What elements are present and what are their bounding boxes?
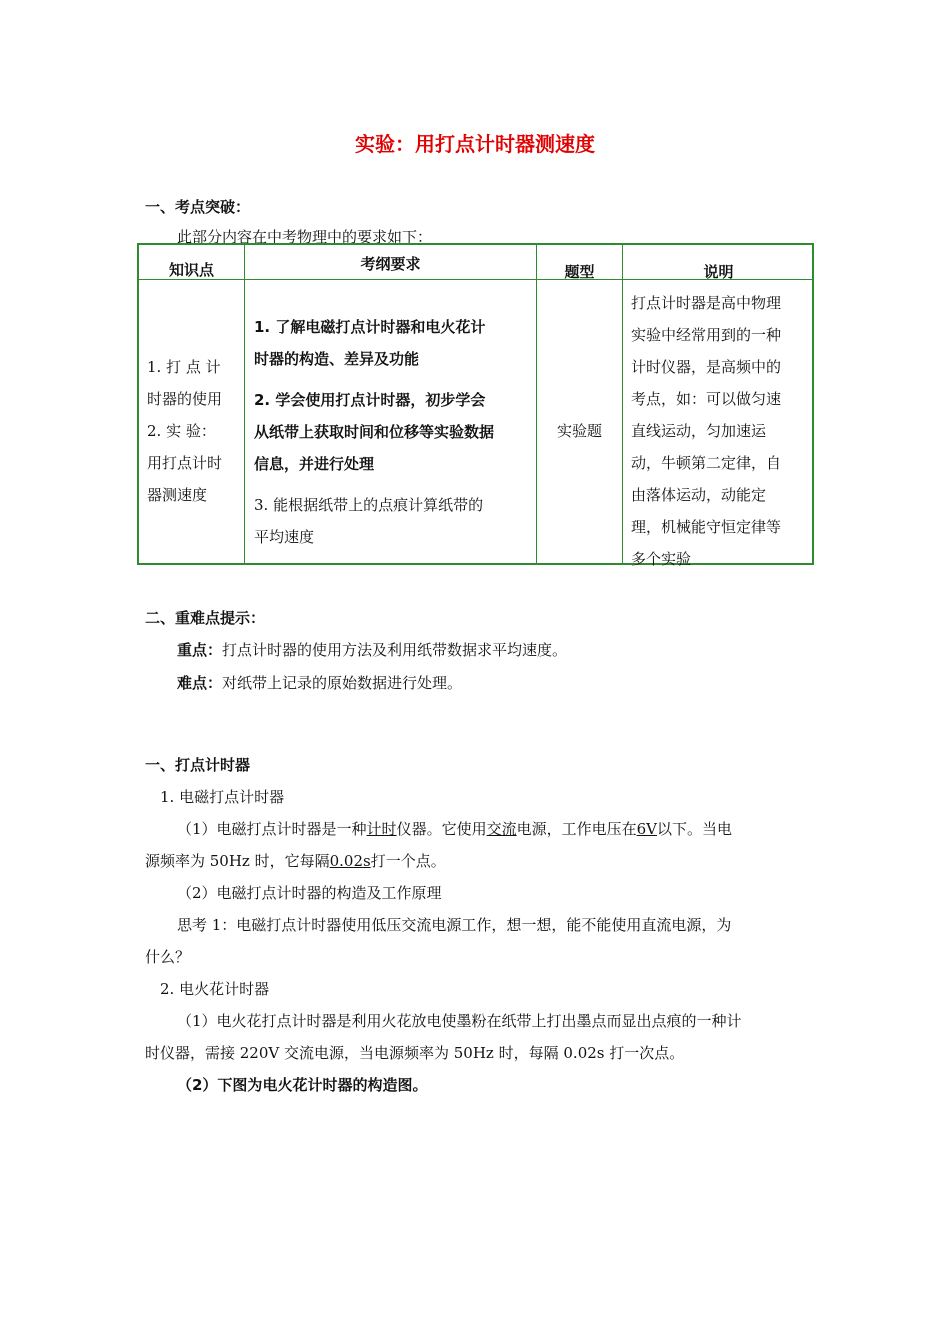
- page-title: 实验：用打点计时器测速度: [355, 132, 595, 156]
- key-point: [177, 639, 567, 660]
- requirement-line: 平均速度: [254, 528, 315, 546]
- text-run: 电源，工作电压在: [516, 820, 637, 838]
- note-line: 直线运动，匀加速运: [631, 422, 767, 440]
- text-run: 打一个点。: [370, 852, 446, 870]
- knowledge-line: 1. 打 点 计: [147, 358, 221, 376]
- section2-heading: 二、重难点提示：: [145, 609, 266, 627]
- requirement-line: 信息，并进行处理: [254, 455, 375, 473]
- text-run: 仪器。它使用: [396, 820, 487, 838]
- difficult-text: 对纸带上记录的原始数据进行处理。: [222, 674, 463, 692]
- blank-answer: 0.02s: [329, 852, 371, 870]
- text-run: （1）电磁打点计时器是一种: [177, 820, 367, 838]
- key-label: 重点：: [177, 641, 223, 659]
- requirements-table: [137, 243, 814, 568]
- note-line: 理，机械能守恒定律等: [631, 518, 782, 536]
- header-type: 题型: [564, 263, 595, 281]
- header-requirements: 考纲要求: [360, 255, 421, 273]
- section3-heading: 一、打点计时器: [145, 756, 251, 774]
- item2-title: 2. 电火花计时器: [160, 980, 270, 998]
- table-divider: [622, 245, 623, 563]
- knowledge-line: 器测速度: [147, 486, 208, 504]
- difficult-point: [177, 672, 462, 693]
- note-line: 动，牛顿第二定律，自: [631, 454, 782, 472]
- header-knowledge: 知识点: [168, 261, 214, 279]
- section1-intro: 此部分内容在中考物理中的要求如下：: [177, 228, 433, 246]
- requirement-line: 从纸带上获取时间和位移等实验数据: [254, 423, 495, 441]
- requirement-line: 3. 能根据纸带上的点痕计算纸带的: [254, 496, 484, 514]
- knowledge-line: 时器的使用: [147, 390, 223, 408]
- note-cell: [631, 287, 781, 575]
- table-divider: [536, 245, 537, 563]
- note-line: 计时仪器，是高频中的: [631, 358, 782, 376]
- section1-heading: 一、考点突破：: [145, 198, 251, 216]
- blank-answer: 6V: [636, 820, 657, 838]
- paragraph-1-line2: [145, 850, 446, 871]
- type-cell: 实验题: [556, 422, 602, 440]
- note-line: 多个实验: [631, 550, 692, 568]
- paragraph-3-line2: 时仪器，需接 220V 交流电源，当电源频率为 50Hz 时，每隔 0.02s 打一次点。: [145, 1044, 685, 1062]
- text-run: 源频率为 50Hz 时，它每隔: [145, 852, 330, 870]
- knowledge-cell: [147, 351, 222, 511]
- paragraph-1-line1: [177, 818, 732, 839]
- requirement-line: 1. 了解电磁打点计时器和电火花计: [254, 318, 486, 336]
- paragraph-2: （2）电磁打点计时器的构造及工作原理: [177, 884, 442, 902]
- note-line: 实验中经常用到的一种: [631, 326, 782, 344]
- table-divider: [244, 245, 245, 563]
- paragraph-4: （2）下图为电火花计时器的构造图。: [177, 1076, 428, 1094]
- difficult-label: 难点：: [177, 674, 223, 692]
- requirement-line: 2. 学会使用打点计时器，初步学会: [254, 391, 486, 409]
- think-question-line1: 思考 1：电磁打点计时器使用低压交流电源工作，想一想，能不能使用直流电源，为: [177, 916, 732, 934]
- note-line: 打点计时器是高中物理: [631, 294, 782, 312]
- blank-answer: 交流: [486, 820, 517, 838]
- requirements-cell: [254, 311, 494, 553]
- key-text: 打点计时器的使用方法及利用纸带数据求平均速度。: [222, 641, 568, 659]
- requirement-line: 时器的构造、差异及功能: [254, 350, 420, 368]
- paragraph-3-line1: （1）电火花打点计时器是利用火花放电使墨粉在纸带上打出墨点而显出点痕的一种计: [177, 1012, 742, 1030]
- blank-answer: 计时: [366, 820, 397, 838]
- item1-title: 1. 电磁打点计时器: [160, 788, 285, 806]
- knowledge-line: 用打点计时: [147, 454, 223, 472]
- think-question-line2: 什么？: [145, 948, 191, 966]
- note-line: 考点，如：可以做匀速: [631, 390, 782, 408]
- header-note: 说明: [703, 263, 734, 281]
- knowledge-line: 2. 实 验：: [147, 422, 216, 440]
- note-line: 由落体运动，动能定: [631, 486, 767, 504]
- text-run: 以下。当电: [657, 820, 733, 838]
